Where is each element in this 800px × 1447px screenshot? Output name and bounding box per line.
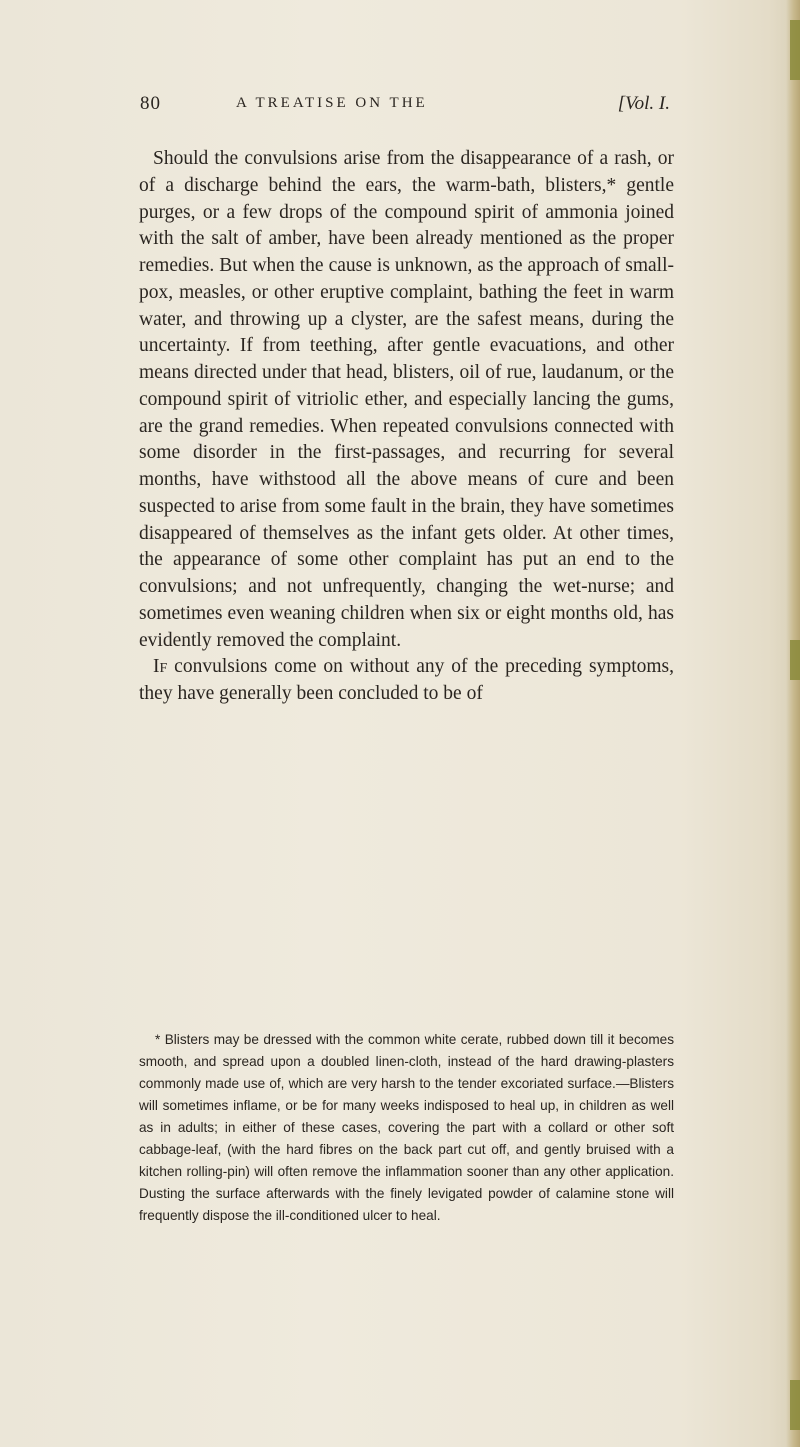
- edge-stain: [790, 1380, 800, 1430]
- page-header: [140, 93, 670, 123]
- running-title: A TREATISE ON THE: [236, 95, 428, 111]
- edge-stain: [790, 20, 800, 80]
- page-edge: [786, 0, 800, 1447]
- paragraph-2-lead: If: [153, 656, 168, 678]
- page-number: 80: [140, 93, 161, 114]
- paragraph-2: [139, 654, 674, 708]
- footnote: * Blisters may be dressed with the common white cerate, rubbed down till it becomes smooth, and spread upon a doubled linen-cloth, instead of the hard drawing-plasters commonly made use of, which are very harsh to the tender excoriated surface.—Blisters will sometimes inflame, or be for many weeks indisposed to heal up, in children as well as in adults; in either of these cases, covering the part with a collard or other soft cabbage-leaf, (with the hard fibres on the back part cut off, and gently bruised with a kitchen rolling-pin) will often remove the inflammation sooner than any other application. Dusting the surface afterwards with the finely levigated powder of calamine stone will frequently dispose the ill-conditioned ulcer to heal.: [139, 1032, 674, 1223]
- paragraph-2-text: convulsions come on without any of the preceding symptoms, they have generally been concluded to be of: [139, 656, 674, 704]
- paragraph-1: Should the convulsions arise from the disappearance of a rash, or of a discharge behind the ears, the warm-bath, blisters,* gentle purges, or a few drops of the compound spirit of ammonia joined with the salt of amber, have been already mentioned as the proper remedies. But when the cause is unknown, as the approach of small-pox, measles, or other eruptive complaint, bathing the feet in warm water, and throwing up a clyster, are the safest means, during the uncertainty. If from teething, after gentle evacuations, and other means directed under that head, blisters, oil of rue, laudanum, or the compound spirit of vitriolic ether, and especially lancing the gums, are the grand remedies. When repeated convulsions connected with some disorder in the first-passages, and recurring for several months, have withstood all the above means of cure and been suspected to arise from some fault in the brain, they have sometimes disappeared of themselves as the infant gets older. At other times, the appearance of some other complaint has put an end to the convulsions; and not unfrequently, changing the wet-nurse; and sometimes even weaning children when six or eight months old, has evidently removed the complaint.: [139, 148, 674, 651]
- volume-mark: [Vol. I.: [617, 93, 670, 114]
- main-text: [139, 146, 674, 708]
- edge-stain: [790, 640, 800, 680]
